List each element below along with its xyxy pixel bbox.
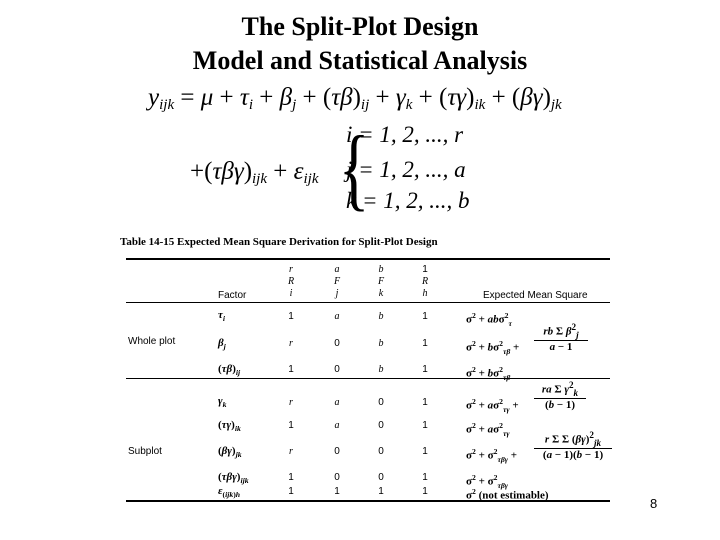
header-type-r: R	[287, 276, 295, 287]
cell: r	[289, 338, 293, 349]
ems-gamma: $\sigma^2 + a\sigma^2_{\tau\gamma}$ +	[466, 397, 519, 414]
cell: 0	[378, 420, 384, 431]
cell: 0	[334, 472, 340, 483]
range-brace: {	[338, 117, 370, 219]
header-type-a: F	[333, 276, 341, 287]
header-type-one: R	[421, 276, 429, 287]
cell: 1	[422, 472, 428, 483]
table-caption: Table 14-15 Expected Mean Square Derivation for Split-Plot Design	[120, 236, 438, 248]
table-header-rule	[126, 302, 610, 303]
header-ems: Expected Mean Square	[483, 290, 588, 301]
cell: a	[334, 397, 340, 408]
range-i: i = 1, 2, ..., r	[346, 122, 464, 147]
page-number: 8	[650, 496, 658, 511]
header-sub-h: h	[422, 288, 428, 299]
slide-title-line-1: The Split-Plot Design	[241, 12, 479, 41]
ems-error: $\sigma^2$ (not estimable)	[466, 487, 549, 502]
cell: 1	[422, 397, 428, 408]
cell: 1	[422, 311, 428, 322]
cell: 1	[378, 486, 384, 497]
ems-beta-fraction: rb Σ $\beta^2_j$ a − 1	[534, 322, 588, 353]
factor-beta: $\beta_j$	[218, 337, 226, 352]
cell: a	[334, 420, 340, 431]
group-label-whole-plot: Whole plot	[128, 336, 176, 347]
cell: b	[378, 364, 384, 375]
cell: 1	[288, 364, 294, 375]
cell: r	[289, 397, 293, 408]
header-r: r	[289, 264, 293, 275]
header-sub-j: j	[335, 288, 339, 299]
slide-title-line-2: Model and Statistical Analysis	[192, 46, 528, 75]
cell: b	[378, 311, 384, 322]
header-sub-k: k	[378, 288, 384, 299]
cell: r	[289, 446, 293, 457]
ems-tau-gamma: $\sigma^2 + a\sigma^2_{\tau\gamma}$	[466, 421, 510, 438]
cell: 1	[288, 486, 294, 497]
header-type-b: F	[377, 276, 385, 287]
cell: 1	[422, 364, 428, 375]
header-sub-i: i	[289, 288, 293, 299]
ems-gamma-fraction: ra Σ $\gamma^2_k$ (b − 1)	[534, 380, 586, 411]
header-factor: Factor	[218, 290, 247, 301]
cell: 0	[334, 364, 340, 375]
factor-tau-gamma: $(\tau\gamma)_{ik}$	[218, 419, 241, 434]
cell: 1	[422, 486, 428, 497]
table-group-rule	[126, 378, 610, 379]
range-j: j = 1, 2, ..., a	[346, 157, 466, 182]
header-a: a	[334, 264, 340, 275]
ems-tau-beta-gamma: $\sigma^2 + \sigma^2_{\tau\beta\gamma}$	[466, 473, 508, 490]
factor-tau: $\tau_i$	[218, 309, 226, 324]
factor-error: $\varepsilon_{(ijk)h}$	[218, 485, 241, 500]
factor-gamma: $\gamma_k$	[218, 395, 227, 410]
factor-tau-beta: $(\tau\beta)_{ij}$	[218, 363, 241, 378]
header-one: 1	[422, 264, 428, 275]
cell: b	[378, 338, 384, 349]
header-b: b	[378, 264, 384, 275]
ems-tau-beta: $\sigma^2 + b\sigma^2_{\tau\beta}$	[466, 365, 511, 382]
table-top-rule	[126, 258, 610, 260]
cell: 0	[334, 338, 340, 349]
range-k: k = 1, 2, ..., b	[346, 188, 470, 213]
cell: 1	[288, 311, 294, 322]
cell: 1	[334, 486, 340, 497]
cell: 0	[378, 472, 384, 483]
model-equation-line-2: $+(\tau\beta\gamma)_{ijk} + \varepsilon_{ijk}$	[190, 158, 319, 187]
cell: 0	[378, 397, 384, 408]
cell: 1	[422, 420, 428, 431]
cell: 1	[422, 446, 428, 457]
model-equation-line-1: $y_{ijk} = \mu + \tau_i + \beta_j + (\tau\beta)_{ij} + \gamma_k + (\tau\gamma)_{ik} + (\beta\gamma)_{jk}$	[148, 84, 562, 113]
group-label-subplot: Subplot	[128, 446, 162, 457]
ems-beta-gamma-fraction: r Σ Σ $(\beta\gamma)^2_{jk}$ (a − 1)(b − 1)	[534, 430, 612, 461]
cell: 0	[334, 446, 340, 457]
cell: 0	[378, 446, 384, 457]
factor-beta-gamma: $(\beta\gamma)_{jk}$	[218, 445, 242, 460]
ems-tau: $\sigma^2 + ab\sigma^2_\tau$	[466, 311, 512, 328]
cell: 1	[422, 338, 428, 349]
ems-beta: $\sigma^2 + b\sigma^2_{\tau\beta}$ +	[466, 339, 520, 356]
cell: a	[334, 311, 340, 322]
factor-tau-beta-gamma: $(\tau\beta\gamma)_{ijk}$	[218, 471, 249, 486]
cell: 1	[288, 420, 294, 431]
ems-beta-gamma: $\sigma^2 + \sigma^2_{\tau\beta\gamma}$ +	[466, 447, 518, 464]
cell: 1	[288, 472, 294, 483]
